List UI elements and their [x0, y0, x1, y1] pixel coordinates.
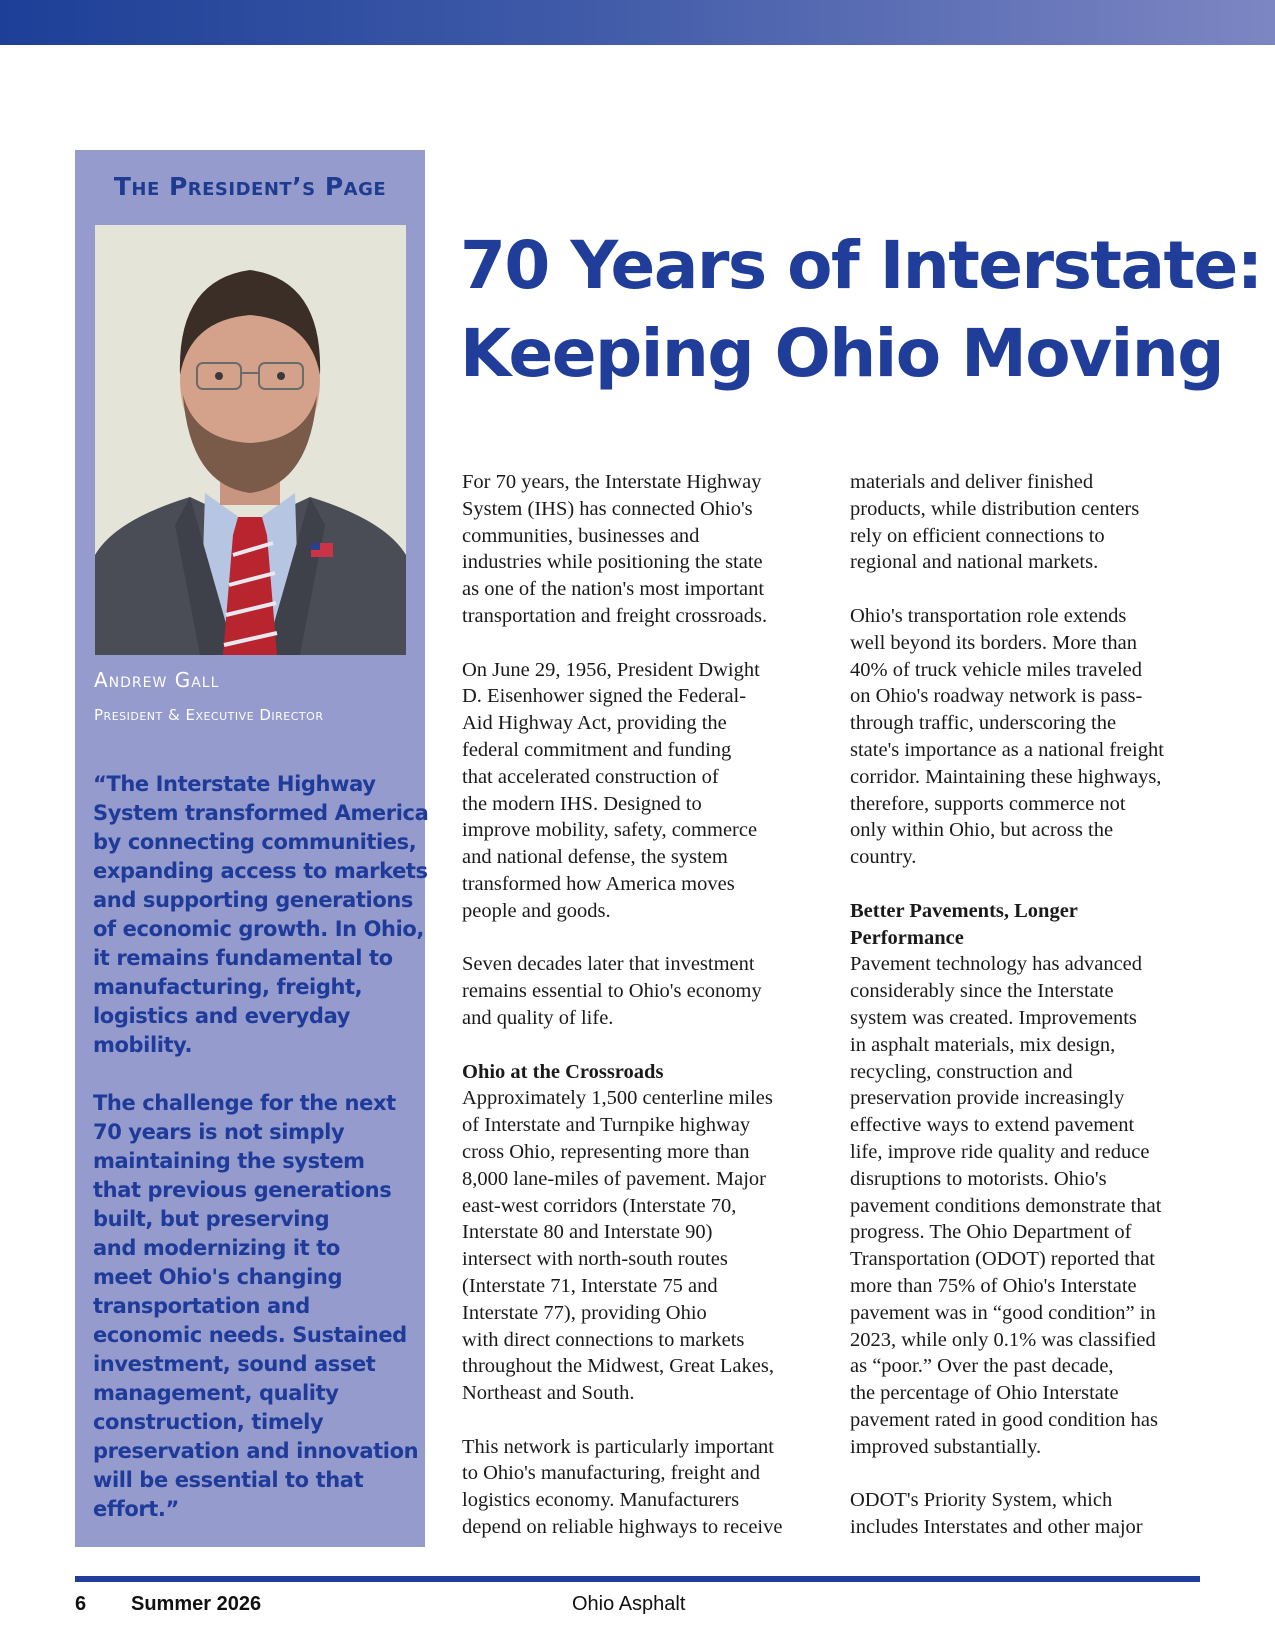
text-line: recycling, construction and: [850, 1060, 1073, 1083]
text-line: federal commitment and funding: [462, 738, 732, 761]
quote-line: preservation and innovation: [93, 1439, 419, 1463]
text-line: pavement conditions demonstrate that: [850, 1194, 1162, 1217]
issue-label: Summer 2026: [131, 1593, 262, 1615]
section-heading: Ohio at the Crossroads: [462, 1060, 664, 1083]
text-line: system was created. Improvements: [850, 1006, 1137, 1029]
text-line: people and goods.: [462, 899, 611, 922]
headline-line: Keeping Ohio Moving: [460, 315, 1224, 392]
text-line: only within Ohio, but across the: [850, 819, 1114, 842]
pull-quote: [93, 770, 429, 1553]
headline-line: 70 Years of Interstate:: [460, 227, 1262, 304]
article-section: [850, 898, 1210, 1461]
quote-paragraph: [93, 1089, 419, 1524]
quote-line: effort.”: [93, 1497, 179, 1521]
text-line: D. Eisenhower signed the Federal-: [462, 685, 747, 708]
quote-paragraph: [93, 770, 429, 1060]
text-line: country.: [850, 846, 917, 869]
article-section: [462, 1059, 817, 1407]
text-line: on Ohio's roadway network is pass-: [850, 685, 1143, 708]
quote-line: by connecting communities,: [93, 830, 417, 854]
publication-name: Ohio Asphalt: [572, 1593, 686, 1615]
article-headline: [460, 222, 1260, 398]
text-line: System (IHS) has connected Ohio's: [462, 497, 753, 520]
quote-line: construction, timely: [93, 1410, 324, 1434]
text-line: throughout the Midwest, Great Lakes,: [462, 1355, 774, 1378]
article-paragraph: [462, 951, 817, 1031]
text-line: 8,000 lane-miles of pavement. Major: [462, 1167, 766, 1190]
quote-line: 70 years is not simply: [93, 1120, 345, 1144]
quote-line: mobility.: [93, 1033, 193, 1057]
text-line: through traffic, underscoring the: [850, 712, 1117, 735]
text-line: more than 75% of Ohio's Interstate: [850, 1274, 1137, 1297]
quote-line: will be essential to that: [93, 1468, 364, 1492]
article-paragraph: [462, 1434, 817, 1541]
text-line: pavement rated in good condition has: [850, 1408, 1158, 1431]
text-line: products, while distribution centers: [850, 497, 1140, 520]
text-line: This network is particularly important: [462, 1435, 774, 1458]
text-line: Northeast and South.: [462, 1382, 635, 1405]
text-line: includes Interstates and other major: [850, 1516, 1143, 1539]
text-line: Aid Highway Act, providing the: [462, 712, 727, 735]
text-line: preservation provide increasingly: [850, 1087, 1125, 1110]
text-line: Interstate 80 and Interstate 90): [462, 1221, 713, 1244]
text-line: that accelerated construction of: [462, 765, 719, 788]
article-column-1: [462, 469, 817, 1568]
text-line: regional and national markets.: [850, 551, 1099, 574]
footer-rule: [75, 1576, 1200, 1582]
article-paragraph: [462, 657, 817, 925]
author-photo: [95, 225, 406, 655]
text-line: 40% of truck vehicle miles traveled: [850, 658, 1143, 681]
quote-line: The challenge for the next: [93, 1091, 396, 1115]
text-line: For 70 years, the Interstate Highway: [462, 471, 762, 493]
text-line: Ohio's transportation role extends: [850, 604, 1127, 627]
text-line: Pavement technology has advanced: [850, 953, 1143, 976]
text-line: pavement was in “good condition” in: [850, 1301, 1156, 1324]
text-line: Approximately 1,500 centerline miles: [462, 1087, 773, 1110]
text-line: state's importance as a national freight: [850, 738, 1164, 761]
quote-line: and supporting generations: [93, 888, 414, 912]
text-line: (Interstate 71, Interstate 75 and: [462, 1274, 718, 1297]
text-line: to Ohio's manufacturing, freight and: [462, 1462, 761, 1485]
text-line: improve mobility, safety, commerce: [462, 819, 758, 842]
quote-line: manufacturing, freight,: [93, 975, 363, 999]
article-column-2: [850, 469, 1210, 1568]
text-line: 2023, while only 0.1% was classified: [850, 1328, 1156, 1351]
quote-line: built, but preserving: [93, 1207, 330, 1231]
quote-line: and modernizing it to: [93, 1236, 340, 1260]
text-line: as one of the nation's most important: [462, 578, 765, 601]
text-line: considerably since the Interstate: [850, 980, 1114, 1003]
text-line: therefore, supports commerce not: [850, 792, 1126, 815]
quote-line: expanding access to markets: [93, 859, 428, 883]
article-paragraph: [850, 1487, 1210, 1541]
quote-line: logistics and everyday: [93, 1004, 350, 1028]
text-line: effective ways to extend pavement: [850, 1114, 1135, 1137]
text-line: intersect with north-south routes: [462, 1248, 728, 1271]
author-name: Andrew Gall: [94, 668, 220, 692]
text-line: improved substantially.: [850, 1435, 1042, 1458]
section-heading: Better Pavements, Longer: [850, 899, 1078, 922]
text-line: materials and deliver finished: [850, 471, 1094, 493]
text-line: with direct connections to markets: [462, 1328, 745, 1351]
quote-line: economic needs. Sustained: [93, 1323, 407, 1347]
text-line: and quality of life.: [462, 1006, 614, 1029]
text-line: and national defense, the system: [462, 846, 728, 869]
text-line: east-west corridors (Interstate 70,: [462, 1194, 737, 1217]
author-title: President & Executive Director: [94, 706, 324, 724]
quote-line: management, quality: [93, 1381, 339, 1405]
text-line: Transportation (ODOT) reported that: [850, 1248, 1155, 1271]
quote-line: meet Ohio's changing: [93, 1265, 343, 1289]
text-line: the modern IHS. Designed to: [462, 792, 702, 815]
section-heading: The President’s Page: [113, 172, 387, 201]
text-line: well beyond its borders. More than: [850, 631, 1137, 654]
text-line: life, improve ride quality and reduce: [850, 1140, 1150, 1163]
page-number: 6: [75, 1593, 87, 1615]
text-line: industries while positioning the state: [462, 551, 763, 574]
quote-line: that previous generations: [93, 1178, 392, 1202]
text-line: of Interstate and Turnpike highway: [462, 1114, 751, 1137]
quote-line: of economic growth. In Ohio,: [93, 917, 424, 941]
text-line: communities, businesses and: [462, 524, 700, 547]
text-line: remains essential to Ohio's economy: [462, 980, 762, 1003]
text-line: Seven decades later that investment: [462, 953, 755, 976]
text-line: logistics economy. Manufacturers: [462, 1489, 740, 1512]
text-line: ODOT's Priority System, which: [850, 1489, 1113, 1512]
text-line: transportation and freight crossroads.: [462, 604, 768, 627]
quote-line: investment, sound asset: [93, 1352, 376, 1376]
article-paragraph: [850, 469, 1210, 576]
text-line: the percentage of Ohio Interstate: [850, 1382, 1119, 1405]
top-banner-bar: [0, 0, 1275, 45]
section-heading: Performance: [850, 926, 964, 949]
text-line: transformed how America moves: [462, 872, 735, 895]
text-line: rely on efficient connections to: [850, 524, 1105, 547]
quote-line: it remains fundamental to: [93, 946, 393, 970]
text-line: corridor. Maintaining these highways,: [850, 765, 1162, 788]
text-line: Interstate 77), providing Ohio: [462, 1301, 707, 1324]
text-line: progress. The Ohio Department of: [850, 1221, 1132, 1244]
article-paragraph: [462, 469, 817, 630]
text-line: On June 29, 1956, President Dwight: [462, 658, 760, 681]
quote-line: transportation and: [93, 1294, 310, 1318]
text-line: as “poor.” Over the past decade,: [850, 1355, 1114, 1378]
text-line: cross Ohio, representing more than: [462, 1140, 750, 1163]
quote-line: maintaining the system: [93, 1149, 365, 1173]
quote-line: “The Interstate Highway: [93, 772, 376, 796]
article-paragraph: [850, 603, 1210, 871]
quote-line: System transformed America: [93, 801, 429, 825]
text-line: depend on reliable highways to receive: [462, 1516, 783, 1539]
text-line: disruptions to motorists. Ohio's: [850, 1167, 1107, 1190]
text-line: in asphalt materials, mix design,: [850, 1033, 1116, 1056]
sidebar: [75, 150, 429, 1547]
